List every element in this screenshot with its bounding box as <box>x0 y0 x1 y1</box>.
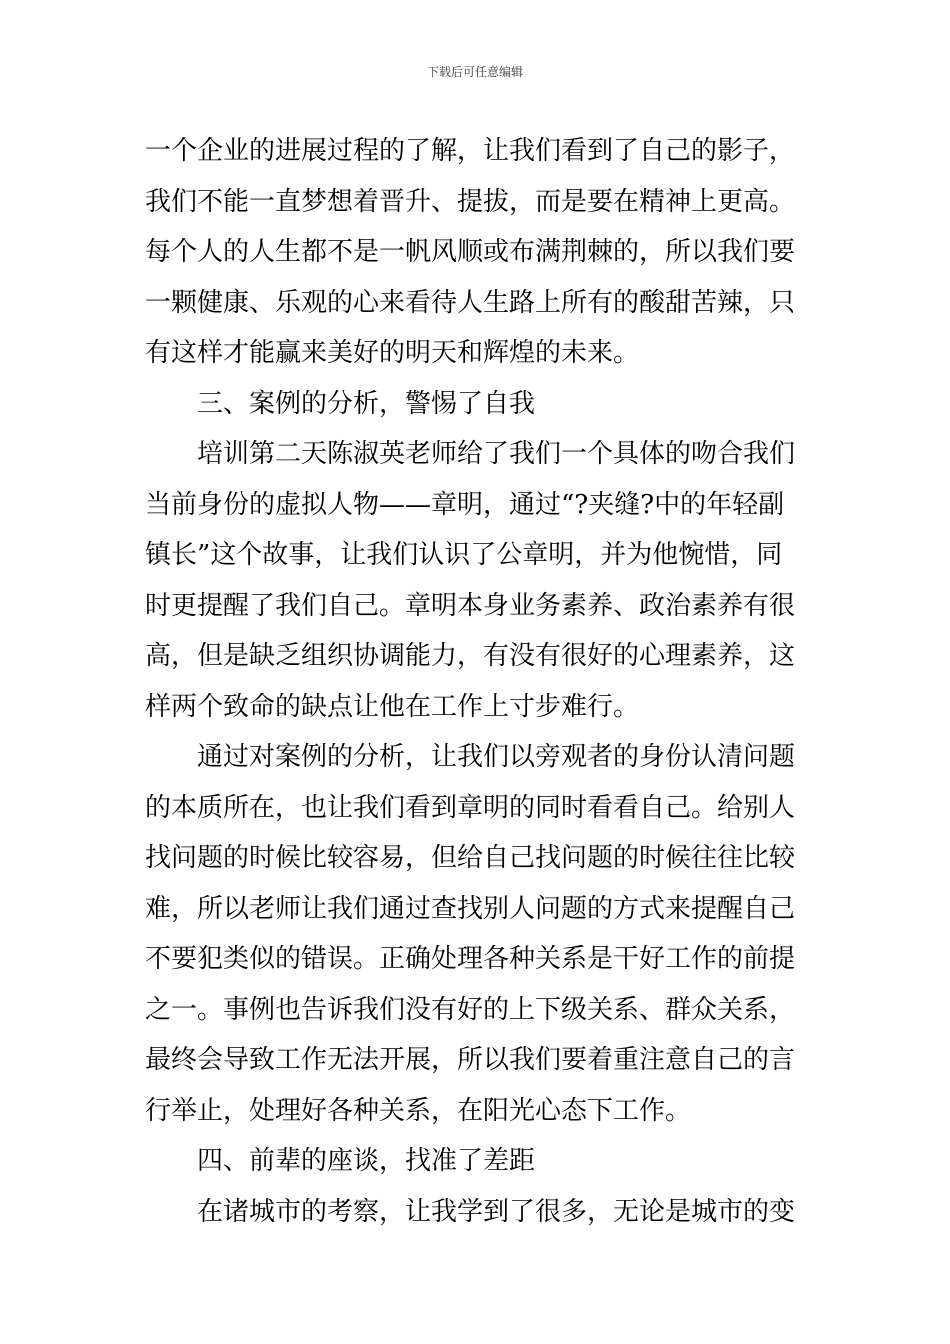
text-line: 不要犯类似的错误。正确处理各种关系是干好工作的前提 <box>145 944 796 974</box>
text-line: 当前身份的虚拟人物——章明，通过“?夹缝?中的年轻副 <box>145 489 785 520</box>
text-line: 通过对案例的分析，让我们以旁观者的身份认清问题 <box>197 742 796 772</box>
text-line: 四、前辈的座谈，找准了差距 <box>197 1146 536 1176</box>
text-line: 高，但是缺乏组织协调能力，有没有很好的心理素养，这 <box>145 641 796 671</box>
text-line: 行举止，处理好各种关系，在阳光心态下工作。 <box>145 1095 692 1126</box>
text-line: 一个企业的进展过程的了解，让我们看到了自己的影子， <box>145 136 796 166</box>
text-line: 在诸城市的考察，让我学到了很多，无论是城市的变 <box>197 1196 796 1227</box>
text-line: 我们不能一直梦想着晋升、提拔，而是要在精神上更高。 <box>145 186 796 217</box>
text-line: 培训第二天陈淑英老师给了我们一个具体的吻合我们 <box>197 439 796 469</box>
text-line: 样两个致命的缺点让他在工作上寸步难行。 <box>145 691 640 722</box>
text-line: 时更提醒了我们自己。章明本身业务素养、政治素养有很 <box>145 590 796 621</box>
text-line: 每个人的人生都不是一帆风顺或布满荆棘的，所以我们要 <box>145 237 796 267</box>
text-line: 之一。事例也告诉我们没有好的上下级关系、群众关系， <box>145 994 796 1025</box>
text-line: 难，所以老师让我们通过查找别人问题的方式来提醒自己 <box>145 893 796 924</box>
text-line: 有这样才能赢来美好的明天和辉煌的未来。 <box>145 338 640 368</box>
page-header: 下载后可任意编辑 <box>426 65 523 79</box>
text-line: 镇长”这个故事，让我们认识了公章明，并为他惋惜，同 <box>145 540 783 570</box>
document-body <box>145 126 815 1237</box>
text-line: 最终会导致工作无法开展，所以我们要着重注意自己的言 <box>145 1045 796 1075</box>
text-line: 三、案例的分析，警惕了自我 <box>197 388 536 419</box>
text-line: 找问题的时候比较容易，但给自己找问题的时候往往比较 <box>145 843 796 873</box>
text-line: 的本质所在，也让我们看到章明的同时看看自己。给别人 <box>145 792 796 823</box>
text-line: 一颗健康、乐观的心来看待人生路上所有的酸甜苦辣，只 <box>145 287 796 318</box>
